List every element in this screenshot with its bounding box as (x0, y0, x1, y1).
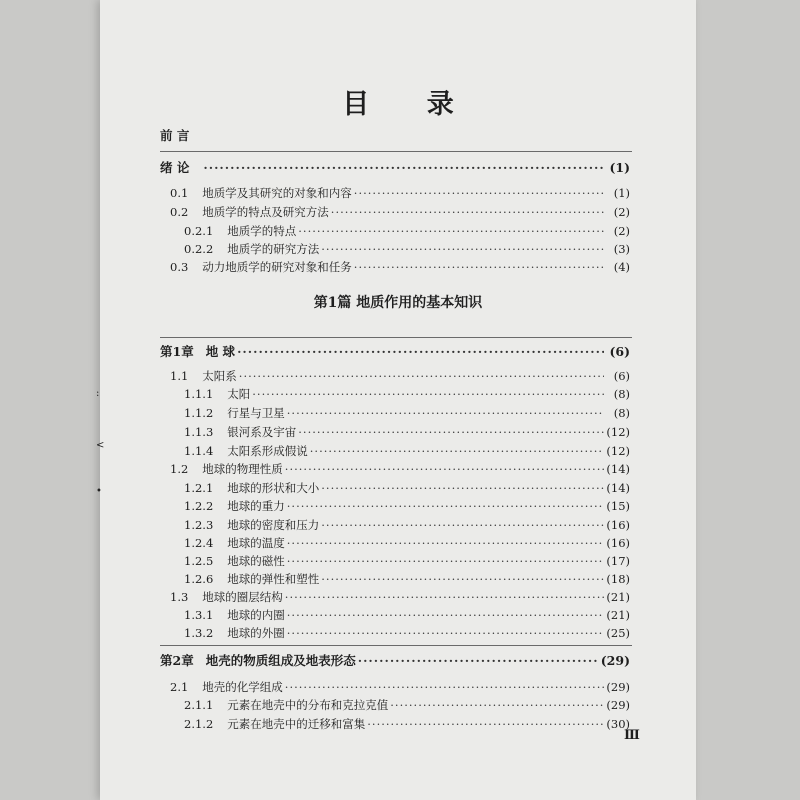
toc-entry-number: 1.2.1 (184, 481, 214, 495)
toc-entry-page: (2) (613, 205, 630, 219)
toc-entry-number: 1.3 (170, 590, 189, 604)
toc-entry-page: (2) (613, 224, 630, 238)
toc-entry (184, 443, 630, 461)
separator-line (160, 645, 632, 646)
book-page (100, 0, 696, 800)
dot-leader (331, 205, 604, 219)
margin-mark: • (96, 486, 102, 497)
dot-leader (287, 536, 604, 550)
toc-entry-number: 1.1.4 (184, 444, 214, 458)
toc-entry-label: 动力地质学的研究对象和任务 (202, 260, 352, 274)
toc-entry-page: (16) (606, 518, 630, 532)
toc-entry-number: 0.2 (170, 205, 189, 219)
toc-entry-number: 1.2.5 (184, 554, 214, 568)
toc-entry-number: 1.3.1 (184, 608, 214, 622)
toc-entry (184, 424, 630, 442)
toc-entry-label: 太阳系 (202, 369, 237, 383)
dot-leader (310, 444, 604, 458)
toc-entry-label: 地球的密度和压力 (227, 518, 320, 532)
toc-entry-label: 地质学及其研究的对象和内容 (202, 186, 352, 200)
toc-entry (184, 517, 630, 535)
dot-leader (354, 186, 604, 200)
toc-entry-label: 地球的重力 (227, 499, 285, 513)
dot-leader (237, 344, 604, 359)
page-title: 目 录 (342, 89, 478, 120)
dot-leader (287, 626, 604, 640)
toc-entry-page: (29) (606, 680, 630, 694)
toc-entry-page: (8) (613, 387, 630, 401)
toc-entry (184, 553, 630, 571)
toc-entry-number: 第1章 (160, 344, 194, 359)
toc-entry-label: 元素在地壳中的分布和克拉克值 (227, 698, 389, 712)
dot-leader (239, 369, 604, 383)
toc-entry-number: 1.2.3 (184, 518, 214, 532)
part-heading: 第1篇 地质作用的基本知识 (313, 295, 483, 311)
toc-entry-page: (12) (606, 425, 630, 439)
toc-entry (184, 241, 630, 259)
toc-entry-number: 0.2.1 (184, 224, 214, 238)
toc-entry-page: (3) (613, 242, 630, 256)
toc-entry-label: 行星与卫星 (227, 406, 285, 420)
toc-entry-page: (21) (606, 608, 630, 622)
toc-entry-number: 绪 论 (160, 160, 190, 175)
toc-entry-number: 1.2.2 (184, 499, 214, 513)
toc-entry (184, 480, 630, 498)
toc-entry (170, 204, 630, 222)
dot-leader (390, 698, 604, 712)
toc-entry-label: 地 球 (205, 344, 236, 359)
toc-entry (184, 386, 630, 404)
separator-line (160, 337, 632, 338)
toc-entry-page: (6) (613, 369, 630, 383)
toc-entry-label: 地壳的化学组成 (202, 680, 283, 694)
toc-entry-page: (29) (606, 698, 630, 712)
toc-entry-label: 地球的弹性和塑性 (227, 572, 320, 586)
toc-entry-label: 地球的圈层结构 (202, 590, 283, 604)
toc-entry-page: (17) (606, 554, 630, 568)
toc-entry-page: (16) (606, 536, 630, 550)
toc-entry-number: 前 言 (160, 128, 190, 143)
separator-line (160, 151, 632, 152)
toc-entry-number: 1.2 (170, 462, 189, 476)
page-folio: Ⅲ (624, 728, 640, 743)
toc-entry (184, 716, 630, 734)
toc-entry (160, 126, 630, 144)
toc-entry-label: 元素在地壳中的迁移和富集 (227, 717, 366, 731)
dot-leader (285, 590, 604, 604)
toc-entry-label: 太阳系形成假说 (227, 444, 308, 458)
toc-entry-page: (30) (606, 717, 630, 731)
toc-entry-number: 1.3.2 (184, 626, 214, 640)
toc-entry (184, 571, 630, 589)
toc-entry-label: 地球的磁性 (227, 554, 285, 568)
toc-entry-number: 1.2.6 (184, 572, 214, 586)
toc-entry-number: 1.1.1 (184, 387, 214, 401)
toc-entry (184, 498, 630, 516)
toc-entry (184, 223, 630, 241)
toc-entry-label: 地质学的研究方法 (227, 242, 320, 256)
toc-entry-page: (14) (606, 462, 630, 476)
dot-leader (287, 499, 604, 513)
toc-entry-page: (15) (606, 499, 630, 513)
toc-entry (160, 158, 630, 176)
dot-leader (203, 160, 604, 175)
dot-leader (298, 425, 604, 439)
toc-entry (170, 589, 630, 607)
toc-entry-number: 0.2.2 (184, 242, 214, 256)
dot-leader (321, 518, 604, 532)
toc-entry-number: 1.1.3 (184, 425, 214, 439)
toc-entry (170, 679, 630, 697)
toc-entry-number: 2.1.1 (184, 698, 214, 712)
toc-entry-label: 地球的形状和大小 (227, 481, 320, 495)
dot-leader (285, 680, 604, 694)
toc-entry-number: 1.1.2 (184, 406, 214, 420)
toc-entry (160, 651, 630, 669)
dot-leader (298, 224, 604, 238)
margin-mark: : (96, 388, 100, 399)
toc-entry-number: 2.1 (170, 680, 189, 694)
toc-entry (170, 185, 630, 203)
toc-entry-page: (14) (606, 481, 630, 495)
toc-entry-page: (18) (606, 572, 630, 586)
toc-entry-label: 地球的温度 (227, 536, 285, 550)
dot-leader (354, 260, 604, 274)
toc-entry (184, 535, 630, 553)
dot-leader (367, 717, 604, 731)
toc-entry-number: 1.1 (170, 369, 189, 383)
toc-entry-page: (29) (600, 653, 630, 668)
toc-entry-page: (25) (606, 626, 630, 640)
dot-leader (287, 554, 604, 568)
toc-entry-number: 第2章 (160, 653, 194, 668)
toc-entry-page: (8) (613, 406, 630, 420)
toc-entry-number: 2.1.2 (184, 717, 214, 731)
toc-entry-page: (6) (609, 344, 630, 359)
toc-entry-page: (21) (606, 590, 630, 604)
toc-entry (160, 342, 630, 360)
toc-entry-label: 太阳 (227, 387, 251, 401)
toc-entry-number: 0.1 (170, 186, 189, 200)
toc-entry-label: 地质学的特点及研究方法 (202, 205, 329, 219)
toc-entry-label: 地质学的特点 (227, 224, 297, 238)
toc-entry-number: 0.3 (170, 260, 189, 274)
dot-leader (252, 387, 604, 401)
toc-entry-label: 地壳的物质组成及地表形态 (205, 653, 356, 668)
toc-entry (184, 405, 630, 423)
toc-entry (184, 607, 630, 625)
toc-entry (184, 625, 630, 643)
dot-leader (321, 242, 604, 256)
toc-entry-page: (1) (609, 160, 630, 175)
toc-entry-page: (4) (613, 260, 630, 274)
dot-leader (285, 462, 604, 476)
toc-entry-label: 地球的物理性质 (202, 462, 283, 476)
dot-leader (287, 608, 604, 622)
toc-entry (184, 697, 630, 715)
toc-entry-label: 银河系及宇宙 (227, 425, 297, 439)
toc-entry (170, 259, 630, 277)
dot-leader (358, 653, 599, 668)
dot-leader (287, 406, 604, 420)
toc-entry-page: (1) (613, 186, 630, 200)
dot-leader (321, 481, 604, 495)
toc-entry-number: 1.2.4 (184, 536, 214, 550)
toc-entry-label: 地球的内圈 (227, 608, 285, 622)
margin-mark: < (96, 440, 105, 451)
toc-entry (170, 368, 630, 386)
toc-entry (170, 461, 630, 479)
toc-entry-page: (12) (606, 444, 630, 458)
toc-entry-label: 地球的外圈 (227, 626, 285, 640)
dot-leader (321, 572, 604, 586)
